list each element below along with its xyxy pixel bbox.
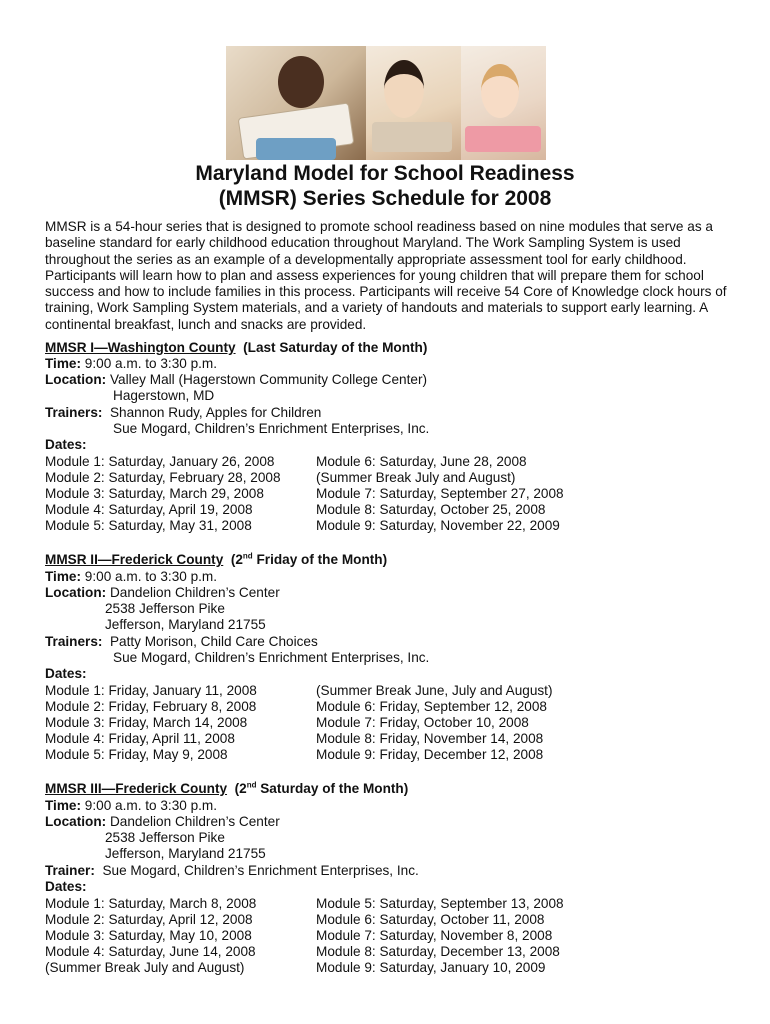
summer-break-note: (Summer Break July and August) (316, 470, 516, 485)
module-date: Module 2: Saturday, April 12, 2008 (45, 912, 253, 927)
module-date: Module 9: Friday, December 12, 2008 (316, 747, 544, 762)
module-date: Module 6: Saturday, October 11, 2008 (316, 912, 545, 927)
module-date: Module 3: Saturday, May 10, 2008 (45, 928, 252, 943)
dates-label: Dates: (45, 437, 87, 452)
module-date: Module 5: Friday, May 9, 2008 (45, 747, 228, 762)
module-date: Module 1: Saturday, March 8, 2008 (45, 896, 257, 911)
module-date: Module 3: Friday, March 14, 2008 (45, 715, 248, 730)
trainer-line-2: Sue Mogard, Children’s Enrichment Enterprises, Inc. (113, 421, 430, 436)
time-line: Time: 9:00 a.m. to 3:30 p.m. (45, 569, 218, 584)
trainer-line-2: Sue Mogard, Children’s Enrichment Enterprises, Inc. (113, 650, 430, 665)
photo-girl-smiling (366, 46, 461, 160)
module-date: Module 4: Saturday, April 19, 2008 (45, 502, 253, 517)
module-date: Module 5: Saturday, September 13, 2008 (316, 896, 564, 911)
module-date: Module 9: Saturday, January 10, 2009 (316, 960, 546, 975)
module-date: Module 5: Saturday, May 31, 2008 (45, 518, 252, 533)
trainers-line: Trainers: Shannon Rudy, Apples for Children (45, 405, 322, 420)
module-date: Module 7: Saturday, November 8, 2008 (316, 928, 553, 943)
intro-paragraph: MMSR is a 54-hour series that is designed to promote school readiness based on nine modules that serve as a baseline standard for early childhood education throughout Maryland. The Work Sampling System is used throughout the series as an example of a developmentally appropriate assessment tool for early childhood. Participants will learn how to plan and assess experiences for young children that will prepare them for school success and how to include families in this process. Participants will receive 54 Core of Knowledge clock hours of training, Work Sampling System materials, and a variety of handouts and materials to support early learning. A continental breakfast, lunch and snacks are provided. (45, 219, 727, 332)
time-line: Time: 9:00 a.m. to 3:30 p.m. (45, 798, 218, 813)
section-heading: MMSR II—Frederick County (2nd Friday of the Month) (45, 551, 388, 567)
module-date: Module 8: Saturday, December 13, 2008 (316, 944, 560, 959)
time-line: Time: 9:00 a.m. to 3:30 p.m. (45, 356, 218, 371)
module-date: Module 1: Friday, January 11, 2008 (45, 683, 257, 698)
location-line: Location: Valley Mall (Hagerstown Community College Center) (45, 372, 428, 387)
location-line-2: 2538 Jefferson Pike (105, 830, 225, 845)
location-line-3: Jefferson, Maryland 21755 (105, 617, 266, 632)
dates-label: Dates: (45, 666, 87, 681)
location-line-2: 2538 Jefferson Pike (105, 601, 225, 616)
module-date: Module 7: Saturday, September 27, 2008 (316, 486, 564, 501)
page-subtitle: (MMSR) Series Schedule for 2008 (218, 187, 552, 210)
header-photo-collage (226, 46, 546, 160)
trainers-line: Trainers: Patty Morison, Child Care Choices (45, 634, 318, 649)
location-line-2: Hagerstown, MD (113, 388, 215, 403)
page-title: Maryland Model for School Readiness (195, 162, 575, 185)
location-line-3: Jefferson, Maryland 21755 (105, 846, 266, 861)
module-date: Module 4: Friday, April 11, 2008 (45, 731, 235, 746)
section-heading: MMSR III—Frederick County (2nd Saturday of the Month) (45, 780, 409, 796)
module-date: Module 7: Friday, October 10, 2008 (316, 715, 529, 730)
trainer-line: Trainer: Sue Mogard, Children’s Enrichment Enterprises, Inc. (45, 863, 419, 878)
dates-label: Dates: (45, 879, 87, 894)
module-date: Module 2: Friday, February 8, 2008 (45, 699, 257, 714)
module-date: Module 1: Saturday, January 26, 2008 (45, 454, 275, 469)
location-line: Location: Dandelion Children’s Center (45, 814, 280, 829)
module-date: Module 6: Saturday, June 28, 2008 (316, 454, 527, 469)
photo-boy-reading (226, 46, 366, 160)
location-line: Location: Dandelion Children’s Center (45, 585, 280, 600)
summer-break-note: (Summer Break July and August) (45, 960, 245, 975)
module-date: Module 8: Friday, November 14, 2008 (316, 731, 544, 746)
module-date: Module 4: Saturday, June 14, 2008 (45, 944, 256, 959)
module-date: Module 2: Saturday, February 28, 2008 (45, 470, 281, 485)
photo-girl-drawing (461, 46, 546, 160)
section-heading: MMSR I—Washington County (Last Saturday of the Month) (45, 340, 428, 355)
module-date: Module 6: Friday, September 12, 2008 (316, 699, 547, 714)
summer-break-note: (Summer Break June, July and August) (316, 683, 553, 698)
module-date: Module 3: Saturday, March 29, 2008 (45, 486, 264, 501)
module-date: Module 8: Saturday, October 25, 2008 (316, 502, 546, 517)
module-date: Module 9: Saturday, November 22, 2009 (316, 518, 560, 533)
